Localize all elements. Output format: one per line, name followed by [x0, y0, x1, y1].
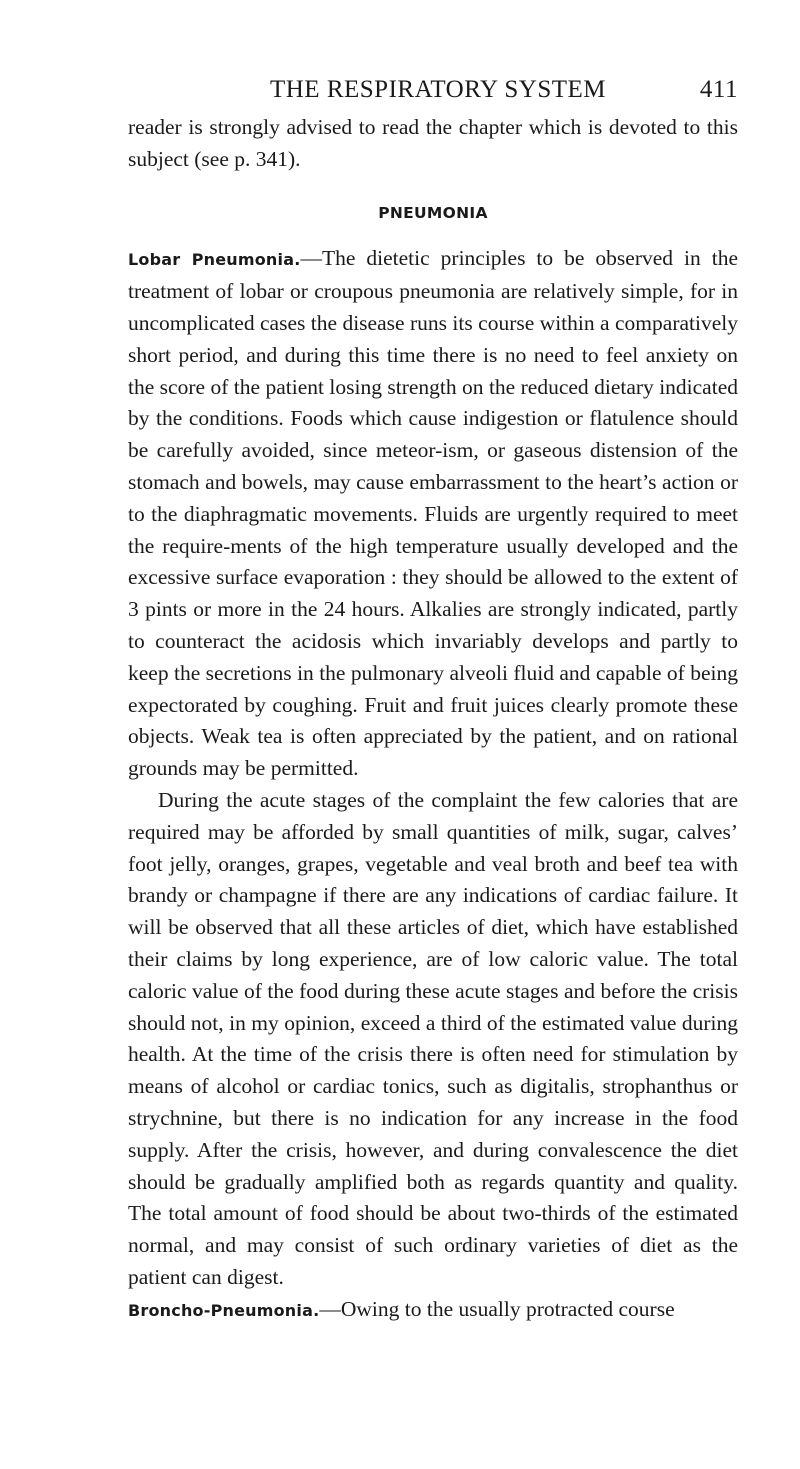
page-number: 411	[699, 76, 738, 103]
page-body	[128, 112, 738, 1326]
acute-stage-diet-paragraph	[128, 785, 738, 1294]
lobar-pneumonia-paragraph	[128, 243, 738, 785]
broncho-pneumonia-paragraph	[128, 1294, 738, 1327]
lobar-pneumonia-run-in-title: Lobar Pneumonia.	[128, 250, 301, 270]
broncho-pneumonia-run-in-title: Broncho-Pneumonia.	[128, 1300, 320, 1320]
running-head	[128, 76, 738, 112]
intro-paragraph: reader is strongly advised to read the chapter which is devoted to this subject (see p. 341).	[128, 115, 738, 171]
book-page	[0, 76, 800, 1469]
acute-stage-diet-text: During the acute stages of the complaint the few calories that are required may be afforded by small quantities of milk, sugar, calves’ foot jelly, oranges, grapes, vegetable and veal broth and beef tea with brandy or champagne if there are any indications of cardiac failure. It will be observed that all these articles of diet, which have established their claims by long experience, are of low caloric value. The total caloric value of the food during these acute stages and before the crisis should not, in my opinion, exceed a third of the estimated value during health. At the time of the crisis there is often need for stimulation by means of alcohol or cardiac tonics, such as digitalis, strophanthus or strychnine, but there is no indication for any increase in the food supply. After the crisis, however, and during convalescence the diet should be gradually amplified both as regards quantity and quality. The total amount of food should be about two-thirds of the estimated normal, and may consist of such ordinary varieties of diet as the patient can digest.	[128, 787, 738, 1289]
running-head-title: THE RESPIRATORY SYSTEM	[269, 76, 607, 103]
section-heading: PNEUMONIA	[378, 203, 488, 222]
lobar-pneumonia-text: —The dietetic principles to be observed in the treatment of lobar or croupous pneumonia are relatively simple, for in uncomplicated cases the disease runs its course within a comparatively short period, and during this time there is no need to feel anxiety on the score of the patient losing strength on the reduced dietary indicated by the conditions. Foods which cause indigestion or flatulence should be carefully avoided, since meteor-ism, or gaseous distension of the stomach and bowels, may cause embarrassment to the heart’s action or to the diaphragmatic movements. Fluids are urgently required to meet the require-ments of the high temperature usually developed and the excessive surface evaporation : they should be allowed to the extent of 3 pints or more in the 24 hours. Alkalies are strongly indicated, partly to counteract the acidosis which invariably develops and partly to keep the secretions in the pulmonary alveoli fluid and capable of being expectorated by coughing. Fruit and fruit juices clearly promote these objects. Weak tea is often appreciated by the patient, and on rational grounds may be permitted.	[128, 246, 738, 781]
broncho-pneumonia-text: —Owing to the usually protracted course	[319, 1296, 675, 1321]
